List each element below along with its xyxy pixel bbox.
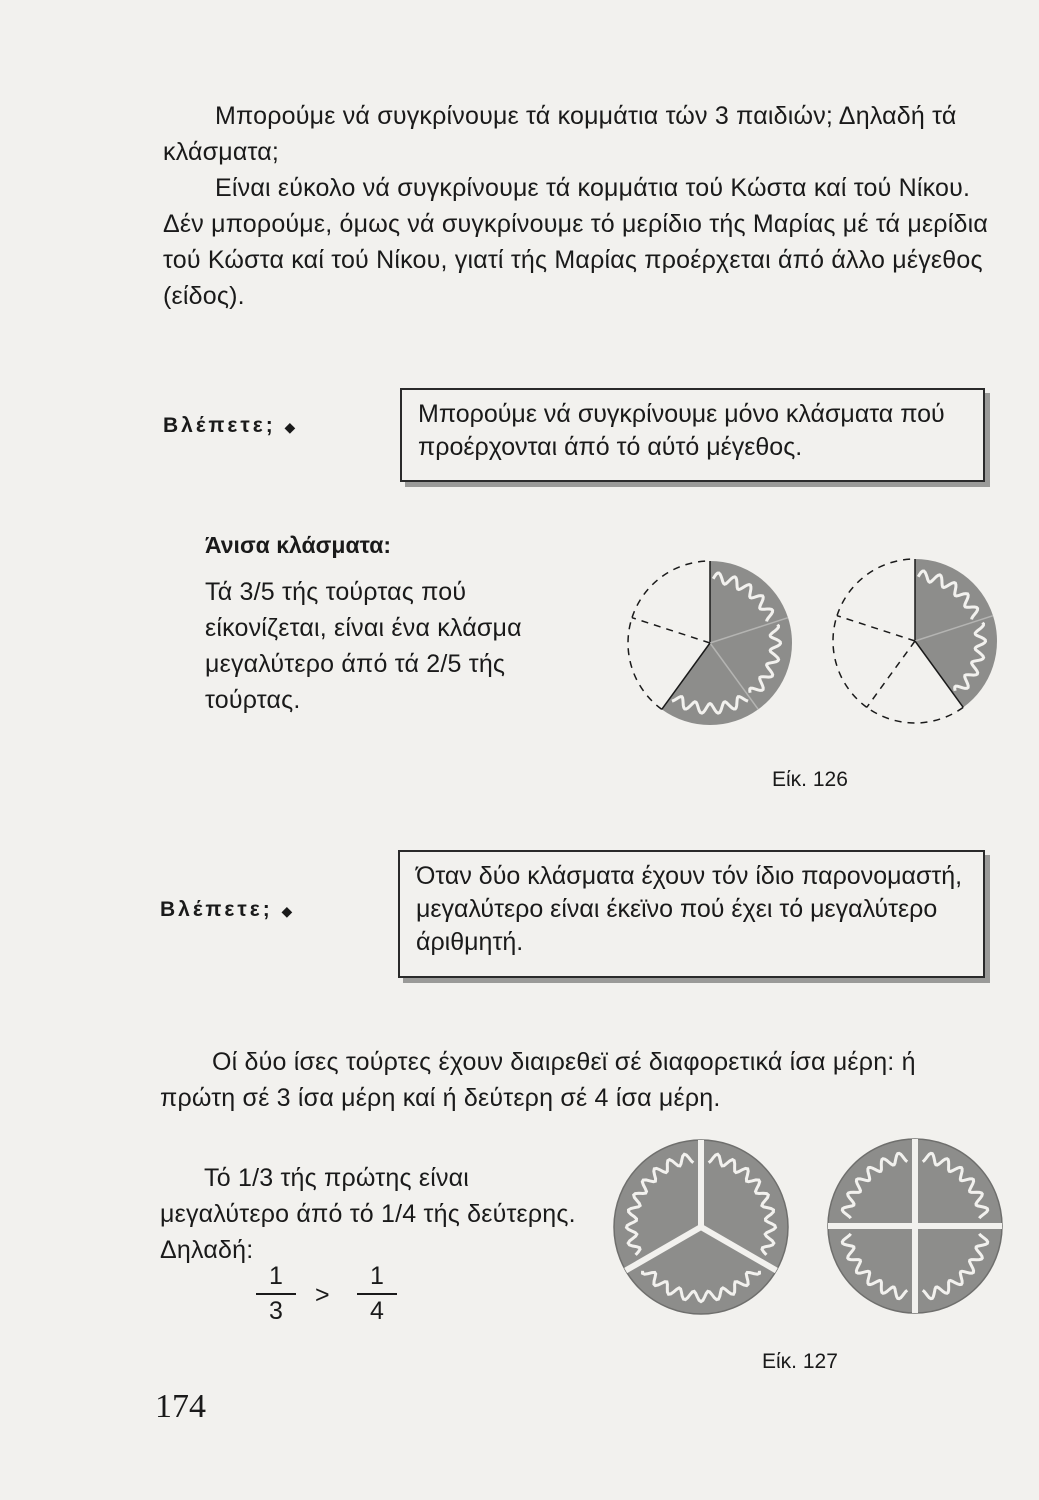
pie-divider bbox=[710, 618, 788, 643]
pie-divider bbox=[837, 616, 915, 641]
cake-frosting-line bbox=[918, 571, 977, 619]
rule-text-2: Όταν δύο κλάσματα έχουν τόν ίδιο παρονομαστή, μεγαλύτερο είναι έκεϊνο πού έχει τό μεγαλύτερο άριθμητή. bbox=[416, 862, 963, 956]
figure-126-caption: Είκ. 126 bbox=[772, 768, 848, 791]
cake-base bbox=[614, 1140, 788, 1314]
pie-slice-shaded bbox=[662, 643, 758, 725]
see-label-1: Βλέπετε; ◆ bbox=[163, 414, 299, 437]
cake-frosting-line bbox=[672, 697, 748, 714]
rule-box-same-size bbox=[400, 388, 985, 482]
cake-frosting-line bbox=[709, 1154, 776, 1255]
pie-divider bbox=[915, 616, 993, 641]
cake-frosting-line bbox=[643, 1271, 760, 1302]
figure-127-caption: Είκ. 127 bbox=[762, 1350, 838, 1373]
cake-frosting-line bbox=[923, 1153, 988, 1218]
compare-text: Τό 1/3 τής πρώτης είναι μεγαλύτερο άπό τό 1/4 τής δεύτερης. bbox=[160, 1164, 576, 1228]
cake-cut-line bbox=[701, 1227, 776, 1271]
cake-frosting-line bbox=[923, 1234, 988, 1299]
pie-three-fifths bbox=[628, 561, 792, 725]
pie-slice-shaded bbox=[710, 561, 788, 643]
pie-slice-shaded bbox=[915, 559, 993, 641]
pie-outline-dashed bbox=[837, 559, 915, 616]
pie-divider bbox=[632, 618, 710, 643]
pie-divider bbox=[662, 643, 710, 709]
see-label-2: Βλέπετε; ◆ bbox=[160, 898, 296, 921]
section-heading-unequal: Άνισα κλάσματα: bbox=[205, 532, 392, 558]
cakes-explanation: Οί δύο ίσες τούρτες έχουν διαιρεθεϊ σέ διαφορετικά ίσα μέρη: ή πρώτη σέ 3 ίσα μέρη καί ή δεύτερη σέ 4 ίσα μέρη. bbox=[160, 1048, 916, 1112]
cake-frosting-line bbox=[713, 573, 772, 621]
intro-question: Μπορούμε νά συγκρίνουμε τά κομμάτια τών 3 παιδιών; Δηλαδή τά κλάσματα; bbox=[163, 102, 957, 166]
cake-frosting-line bbox=[750, 625, 781, 693]
cake-frosting-line bbox=[627, 1154, 694, 1255]
pointing-hand-icon: ◆ bbox=[281, 903, 296, 919]
rule-text-1: Μπορούμε νά συγκρίνουμε μόνο κλάσματα πού προέρχονται άπό τό αύτό μέγεθος. bbox=[418, 400, 945, 461]
pie-slice-shaded bbox=[915, 616, 997, 708]
pie-two-fifths bbox=[833, 559, 997, 723]
cake-cut-line bbox=[626, 1227, 701, 1271]
cake-quarters bbox=[828, 1139, 1002, 1313]
pie-divider bbox=[710, 643, 758, 709]
pie-outline-dashed bbox=[833, 616, 867, 708]
rule-box-same-denominator bbox=[398, 850, 985, 978]
pie-divider bbox=[915, 641, 963, 707]
cake-frosting-line bbox=[842, 1153, 907, 1218]
page-number: 174 bbox=[155, 1388, 206, 1425]
pie-divider bbox=[867, 641, 915, 707]
pie-outline-dashed bbox=[867, 707, 963, 723]
pie-outline-dashed bbox=[628, 618, 662, 710]
so-label: Δηλαδή: bbox=[160, 1236, 254, 1264]
fraction-one-third: $\frac{1}{3}$ bbox=[256, 1262, 296, 1326]
cake-thirds bbox=[614, 1140, 788, 1314]
pie-outline-dashed bbox=[632, 561, 710, 618]
pie-slice-shaded bbox=[710, 618, 792, 710]
intro-explanation: Είναι εύκολο νά συγκρίνουμε τά κομμάτια τού Κώστα καί τού Νίκου. Δέν μπορούμε, όμως νά συγκρίνουμε τό μερίδιο τής Μαρίας μέ τά μερίδια τού Κώστα καί τού Νίκου, γιατί τής Μαρίας προέρχεται άπό άλλο μέγεθος (είδος). bbox=[163, 174, 989, 310]
unequal-explanation: Τά 3/5 τής τούρτας πού είκονίζεται, είναι ένα κλάσμα μεγαλύτερο άπό τά 2/5 τής τούρτας. bbox=[205, 578, 522, 714]
pointing-hand-icon: ◆ bbox=[284, 419, 299, 435]
greater-than-symbol: > bbox=[315, 1281, 330, 1309]
cake-frosting-line bbox=[955, 623, 986, 691]
cake-base bbox=[828, 1139, 1002, 1313]
fraction-one-quarter: $\frac{1}{4}$ bbox=[357, 1262, 397, 1326]
cake-frosting-line bbox=[842, 1234, 907, 1299]
